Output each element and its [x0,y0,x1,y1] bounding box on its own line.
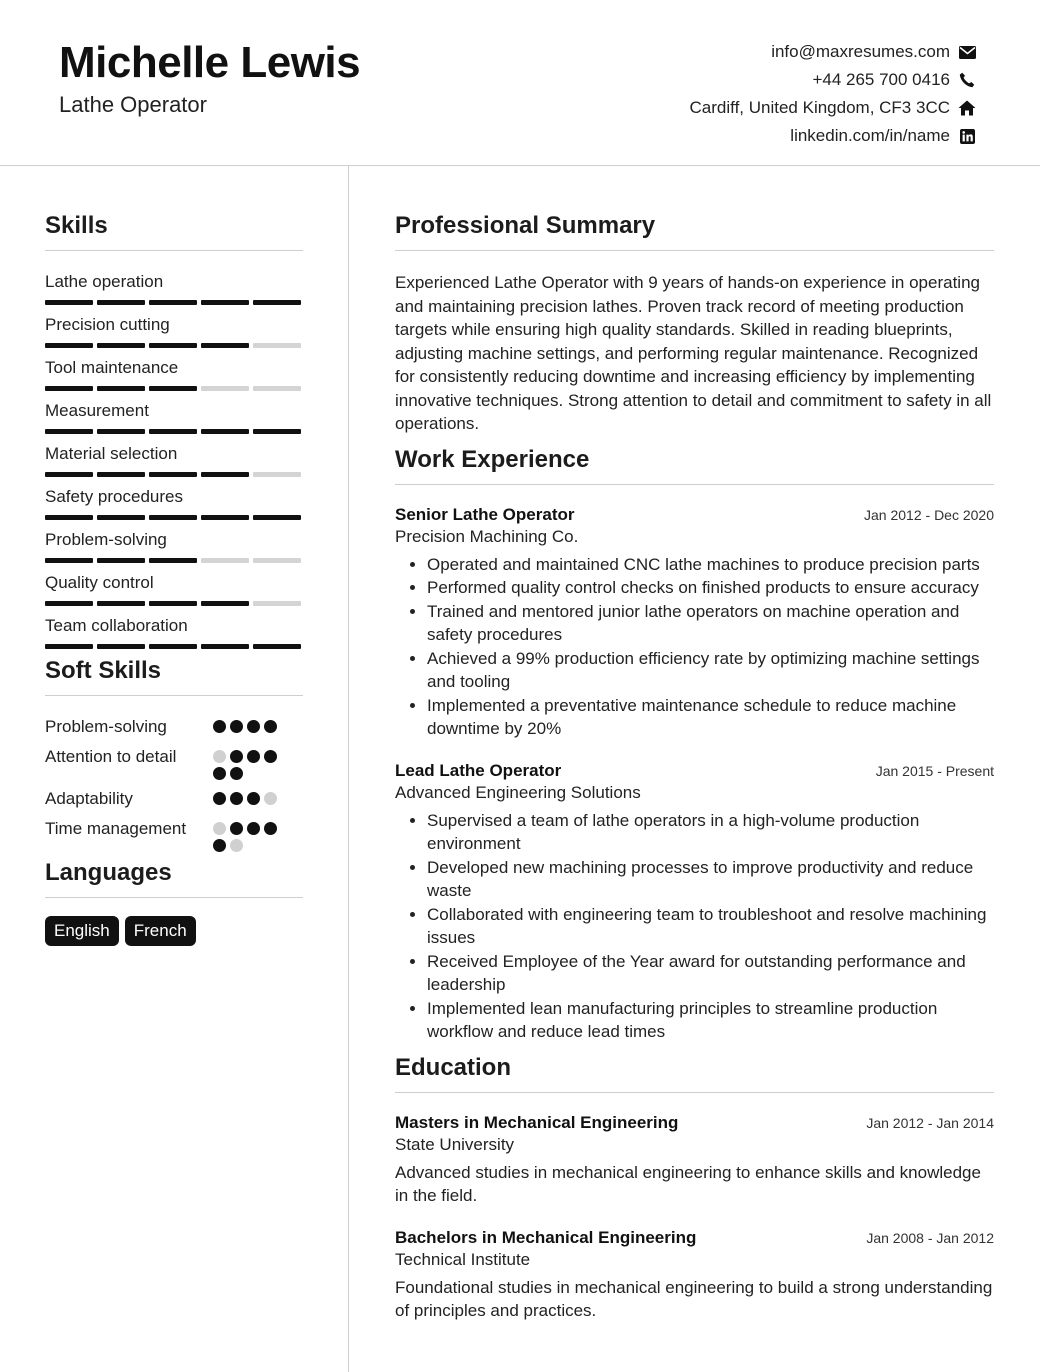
rating-dot [264,750,277,763]
skill-item [45,313,303,356]
soft-skill-item [45,787,303,810]
skill-level-segment [45,644,93,649]
job-bullet: • Implemented lean manufacturing principles to streamline production workflow and reduce lead times [427,997,994,1044]
job-bullet: • Supervised a team of lathe operators in a high-volume production environment [427,809,994,856]
job-bullets [395,809,994,1044]
languages-list [45,916,303,946]
skill-level-bar [45,601,303,606]
rating-dot [213,767,226,780]
home-icon [958,99,976,117]
skill-level-segment [45,386,93,391]
skill-level-bar [45,386,303,391]
summary-text: Experienced Lathe Operator with 9 years of hands-on experience in operating and maintaining precision lathes. Proven track record of meeting production targets while ensuring high quality standards. Skilled in reading blueprints, adjusting machine settings, and performing regular maintenance. Recognized for consistently reducing downtime and increasing efficiency by implementing innovative techniques. Strong attention to detail and commitment to safety in all operations. [395,273,992,433]
soft-skill-item [45,817,303,852]
skill-level-segment [253,386,301,391]
sidebar-content [45,212,303,946]
contact-phone-text[interactable]: +44 265 700 0416 [812,70,950,89]
soft-skills-section [45,657,303,852]
skill-level-segment [201,300,249,305]
candidate-title: Lathe Operator [59,92,207,117]
skill-level-segment [149,558,197,563]
education-header [395,1228,994,1248]
job-dates: Jan 2015 - Present [875,762,994,779]
skill-level-segment [149,429,197,434]
education-list [395,1113,994,1323]
skill-level-segment [201,558,249,563]
skill-level-segment [45,601,93,606]
soft-skill-name: Time management [45,819,187,838]
skill-level-segment [149,515,197,520]
skill-name: Material selection [45,444,178,463]
skill-name: Tool maintenance [45,358,179,377]
skill-level-segment [253,343,301,348]
skill-level-segment [149,343,197,348]
education-entry [395,1113,994,1208]
skill-level-segment [97,515,145,520]
skill-level-segment [45,429,93,434]
job-header [395,505,994,525]
skill-name: Quality control [45,573,154,592]
skill-level-segment [253,472,301,477]
skills-list [45,270,303,657]
skill-level-segment [253,429,301,434]
education-entry [395,1228,994,1323]
soft-skill-name: Problem-solving [45,717,167,736]
experience-section [395,446,994,1044]
skill-item [45,270,303,313]
job-company: Precision Machining Co. [395,526,579,546]
skill-level-segment [201,472,249,477]
skill-level-bar [45,644,303,649]
skill-level-segment [45,558,93,563]
education-heading: Education [395,1054,994,1093]
skill-item [45,571,303,614]
job-bullet: • Received Employee of the Year award for outstanding performance and leadership [427,950,994,997]
job-bullet: • Achieved a 99% production efficiency rate by optimizing machine settings and tooling [427,647,994,694]
contact-linkedin[interactable] [690,122,976,150]
education-section [395,1054,994,1323]
contact-list [690,38,976,150]
skills-heading: Skills [45,212,303,251]
skill-level-segment [201,644,249,649]
rating-dot [264,720,277,733]
job-bullet: • Operated and maintained CNC lathe machines to produce precision parts [427,553,994,577]
job-entry [395,505,994,741]
skill-level-segment [97,558,145,563]
rating-dot [247,750,260,763]
skill-name: Safety procedures [45,487,183,506]
soft-skill-name: Attention to detail [45,747,177,766]
phone-icon [958,71,976,89]
skill-item [45,485,303,528]
skill-name: Lathe operation [45,272,164,291]
job-bullets [395,553,994,741]
rating-dot [213,839,226,852]
rating-dot [247,720,260,733]
sidebar [0,166,349,1372]
skill-name: Team collaboration [45,616,188,635]
skill-level-bar [45,472,303,477]
language-badge: English [45,916,119,946]
job-bullet: • Implemented a preventative maintenance schedule to reduce machine downtime by 20% [427,694,994,741]
envelope-icon [958,43,976,61]
rating-dot [213,750,226,763]
education-header [395,1113,994,1133]
skill-level-bar [45,429,303,434]
linkedin-icon [958,127,976,145]
skill-level-segment [149,601,197,606]
languages-section [45,859,303,946]
soft-skill-rating [213,787,285,805]
job-company: Advanced Engineering Solutions [395,782,641,802]
skill-level-segment [201,343,249,348]
skill-level-segment [97,601,145,606]
job-title: Lead Lathe Operator [395,760,562,780]
job-dates: Jan 2012 - Dec 2020 [864,506,994,523]
rating-dot [230,792,243,805]
education-degree: Masters in Mechanical Engineering [395,1112,679,1132]
rating-dot [230,720,243,733]
candidate-name: Michelle Lewis [59,38,361,87]
soft-skill-item [45,715,303,738]
experience-heading: Work Experience [395,446,994,485]
skill-name: Measurement [45,401,149,420]
job-title: Senior Lathe Operator [395,504,575,524]
rating-dot [247,822,260,835]
skill-level-segment [97,644,145,649]
rating-dot [230,822,243,835]
skill-level-segment [253,644,301,649]
summary-heading: Professional Summary [395,212,994,251]
soft-skills-heading: Soft Skills [45,657,303,696]
education-dates: Jan 2012 - Jan 2014 [866,1114,994,1131]
education-description: Foundational studies in mechanical engineering to build a strong understanding of principles and practices. [395,1277,993,1320]
skill-name: Precision cutting [45,315,170,334]
soft-skill-name: Adaptability [45,789,133,808]
skill-level-segment [97,429,145,434]
job-bullet: • Performed quality control checks on finished products to ensure accuracy [427,576,994,600]
skill-level-segment [201,515,249,520]
contact-email-text[interactable]: info@maxresumes.com [771,42,950,61]
skill-level-segment [253,601,301,606]
skill-level-bar [45,558,303,563]
skills-section [45,212,303,657]
skill-level-segment [97,386,145,391]
job-header [395,761,994,781]
language-badge: French [125,916,196,946]
job-bullet: • Trained and mentored junior lathe operators on machine operation and safety procedures [427,600,994,647]
skill-level-segment [45,300,93,305]
skill-item [45,356,303,399]
skill-level-segment [253,558,301,563]
rating-dot [213,792,226,805]
skill-level-segment [45,515,93,520]
skill-item [45,442,303,485]
job-bullet: • Developed new machining processes to improve productivity and reduce waste [427,856,994,903]
contact-phone[interactable] [690,66,976,94]
skill-level-segment [149,386,197,391]
skill-name: Problem-solving [45,530,167,549]
soft-skill-rating [213,817,285,852]
skill-level-segment [201,386,249,391]
main-content [395,166,994,1323]
contact-email[interactable] [690,38,976,66]
soft-skill-rating [213,715,285,733]
skill-level-segment [253,515,301,520]
contact-address-text: Cardiff, United Kingdom, CF3 3CC [689,98,950,117]
skill-level-segment [253,300,301,305]
contact-address [690,94,976,122]
rating-dot [230,839,243,852]
skill-level-segment [97,300,145,305]
education-description: Advanced studies in mechanical engineering to enhance skills and knowledge in the field. [395,1162,981,1205]
job-entry [395,761,994,1044]
resume-header [0,0,1040,166]
skill-level-segment [149,644,197,649]
skill-level-bar [45,300,303,305]
jobs-list [395,505,994,1044]
skill-level-segment [97,472,145,477]
education-dates: Jan 2008 - Jan 2012 [866,1229,994,1246]
skill-level-segment [45,343,93,348]
summary-section [395,212,994,436]
soft-skill-rating [213,745,285,780]
contact-linkedin-text[interactable]: linkedin.com/in/name [790,126,950,145]
languages-heading: Languages [45,859,303,898]
skill-level-segment [149,472,197,477]
soft-skills-list [45,715,303,852]
skill-item [45,399,303,442]
rating-dot [213,822,226,835]
skill-item [45,528,303,571]
rating-dot [230,767,243,780]
skill-level-bar [45,515,303,520]
education-school: Technical Institute [395,1249,531,1269]
education-school: State University [395,1134,515,1154]
skill-level-segment [149,300,197,305]
job-bullet: • Collaborated with engineering team to troubleshoot and resolve machining issues [427,903,994,950]
skill-level-segment [97,343,145,348]
rating-dot [230,750,243,763]
skill-level-segment [45,472,93,477]
skill-level-segment [201,429,249,434]
skill-level-segment [201,601,249,606]
rating-dot [264,822,277,835]
skill-level-bar [45,343,303,348]
skill-item [45,614,303,657]
education-degree: Bachelors in Mechanical Engineering [395,1227,697,1247]
rating-dot [264,792,277,805]
rating-dot [213,720,226,733]
rating-dot [247,792,260,805]
soft-skill-item [45,745,303,780]
